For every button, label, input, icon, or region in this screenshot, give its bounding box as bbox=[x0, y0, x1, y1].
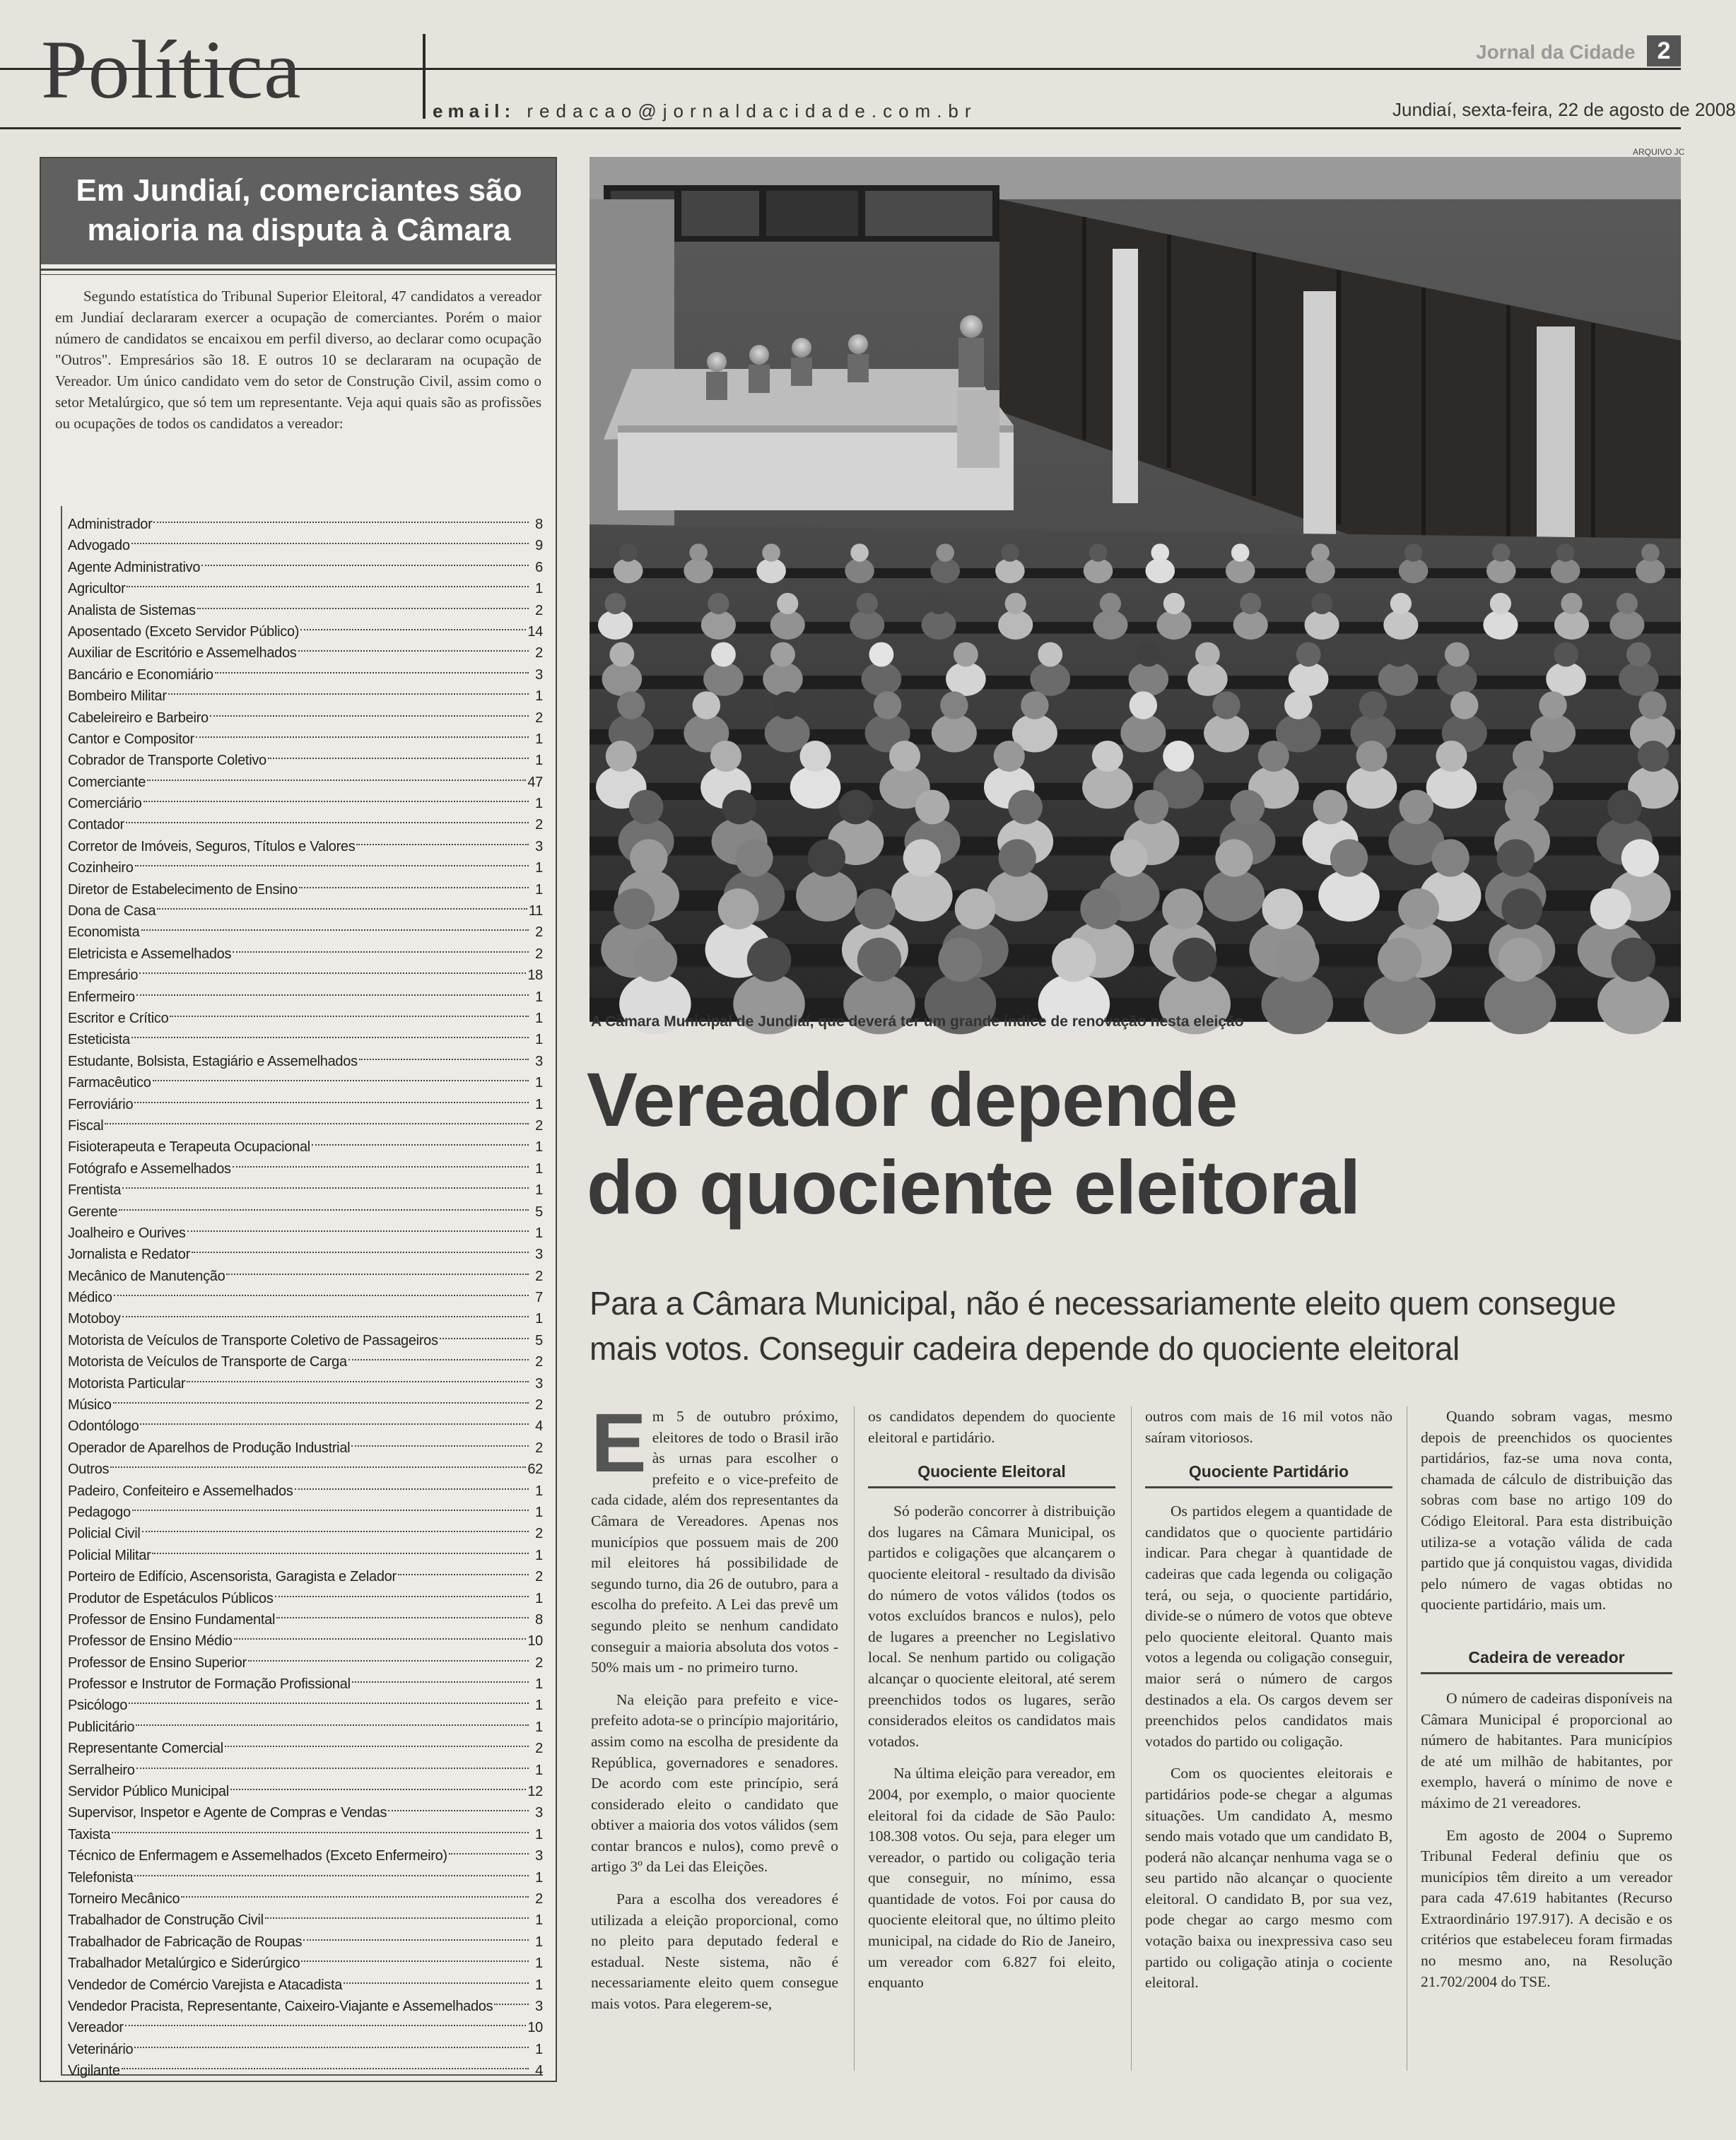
occupation-name: Vereador bbox=[68, 2020, 124, 2036]
occupation-count: 11 bbox=[528, 903, 543, 919]
occupation-count: 6 bbox=[535, 559, 543, 575]
dot-leader bbox=[135, 844, 529, 866]
occupation-name: Agricultor bbox=[68, 581, 126, 597]
occupation-name: Porteiro de Edifício, Ascensorista, Garagista e Zelador bbox=[68, 1569, 397, 1585]
paragraph: Com os quocientes eleitorais e partidários pode-se chegar a algumas situações. Um candidato A, mesmo sendo mais votado que um candidato B, poderá não alcançar nenhuma vaga se o seu partido não alcançar o quociente eleitoral. O candidato B, por sua vez, pode chegar ao cargo mesmo com votação baixa ou inexpressiva caso seu partido ou coligação atinja o cociente eleitoral. bbox=[1145, 1765, 1392, 1992]
paragraph: outros com mais de 16 mil votos não saíram vitoriosos. bbox=[1145, 1408, 1392, 1446]
dot-leader bbox=[201, 543, 529, 566]
dot-leader bbox=[114, 1274, 529, 1296]
dot-leader bbox=[233, 930, 529, 953]
occupation-count: 1 bbox=[535, 581, 543, 597]
occupation-count: 1 bbox=[535, 1956, 543, 1972]
occupation-name: Farmacêutico bbox=[68, 1075, 151, 1091]
occupation-name: Médico bbox=[68, 1290, 112, 1306]
occupation-name: Fisioterapeuta e Terapeuta Ocupacional bbox=[68, 1139, 310, 1156]
dot-leader bbox=[192, 1230, 529, 1253]
occupation-count: 1 bbox=[535, 1311, 543, 1327]
dot-leader bbox=[344, 1961, 529, 1984]
occupation-count: 1 bbox=[535, 688, 543, 705]
occupation-name: Frentista bbox=[68, 1182, 122, 1199]
dot-leader bbox=[303, 1918, 529, 1941]
occupation-name: Vigilante bbox=[68, 2063, 120, 2079]
dot-leader bbox=[300, 608, 526, 630]
occupation-count: 1 bbox=[535, 881, 543, 898]
occupation-count: 2 bbox=[535, 1654, 543, 1671]
occupation-count: 3 bbox=[535, 1053, 543, 1069]
occupation-count: 2 bbox=[535, 1569, 543, 1585]
masthead-divider bbox=[423, 34, 426, 119]
occupation-count: 1 bbox=[535, 860, 543, 876]
occupation-count: 1 bbox=[535, 989, 543, 1005]
dot-leader bbox=[157, 887, 527, 910]
occupation-count: 1 bbox=[535, 1096, 543, 1112]
paragraph: Os partidos elegem a quantidade de candidatos que o quociente partidário indicar. Para chegar à quantidade de cadeiras que cada legenda ou coligação terá, ou seja, o quociente partidário, divide-se o número de votos que obteve pelo quociente eleitoral. Quanto mais votos a legenda ou coligação conseguir, maior será o número de cargos destinados a ela. Os cargos devem ser preenchidos pelos candidatos mais votados do partido ou coligação. bbox=[1145, 1503, 1392, 1750]
occupation-name: Joalheiro e Ourives bbox=[68, 1225, 186, 1241]
occupation-name: Veterinário bbox=[68, 2041, 134, 2057]
occupation-name: Motoboy bbox=[68, 1311, 121, 1327]
column-rule bbox=[854, 1406, 855, 2071]
dot-leader bbox=[388, 1789, 529, 1811]
occupation-name: Técnico de Enfermagem e Assemelhados (Exceto Enfermeiro) bbox=[68, 1848, 447, 1864]
dot-leader bbox=[312, 1123, 529, 1146]
occupation-count: 62 bbox=[527, 1462, 543, 1478]
subhead-quociente-eleitoral: Quociente Eleitoral bbox=[868, 1461, 1115, 1488]
occupation-name: Advogado bbox=[68, 538, 130, 554]
occupation-list bbox=[61, 506, 543, 2079]
occupations-sidebar bbox=[40, 157, 557, 2082]
occupation-count: 1 bbox=[535, 1547, 543, 1563]
occupation-name: Jornalista e Redator bbox=[68, 1247, 190, 1263]
dot-leader bbox=[197, 587, 529, 609]
occupation-name: Auxiliar de Escritório e Assemelhados bbox=[68, 645, 297, 662]
dot-leader bbox=[134, 1081, 529, 1103]
occupation-count: 5 bbox=[535, 1204, 543, 1220]
occupation-name: Professor de Ensino Fundamental bbox=[68, 1611, 276, 1628]
occupation-name: Produtor de Espetáculos Públicos bbox=[68, 1590, 274, 1606]
dot-leader bbox=[134, 2026, 529, 2048]
dot-leader bbox=[276, 1596, 529, 1618]
occupation-count: 2 bbox=[535, 1526, 543, 1542]
dot-leader bbox=[295, 1467, 529, 1490]
occupation-name: Escritor e Crítico bbox=[68, 1010, 169, 1026]
occupation-count: 1 bbox=[535, 1032, 543, 1048]
occupation-count: 1 bbox=[535, 1590, 543, 1606]
dot-leader bbox=[168, 672, 529, 695]
occupation-count: 1 bbox=[535, 1504, 543, 1520]
occupation-count: 1 bbox=[535, 1698, 543, 1714]
occupation-count: 9 bbox=[535, 538, 543, 554]
occupation-count: 1 bbox=[535, 1869, 543, 1886]
subhead-cadeira-de-vereador: Cadeira de vereador bbox=[1421, 1647, 1672, 1674]
occupation-name: Fiscal bbox=[68, 1117, 104, 1134]
occupation-count: 1 bbox=[535, 1762, 543, 1778]
dot-leader bbox=[234, 1617, 527, 1640]
article-column-4 bbox=[1421, 1406, 1672, 1992]
occupation-name: Motorista de Veículos de Transporte de Carga bbox=[68, 1354, 347, 1370]
occupation-name: Gerente bbox=[68, 1204, 118, 1220]
occupation-count: 5 bbox=[535, 1332, 543, 1348]
occupation-count: 10 bbox=[527, 1633, 543, 1650]
dot-leader bbox=[230, 1768, 526, 1790]
occupation-name: Policial Civil bbox=[68, 1526, 141, 1542]
occupation-name: Torneiro Mecânico bbox=[68, 1891, 180, 1907]
dot-leader bbox=[143, 780, 529, 802]
dot-leader bbox=[298, 629, 529, 652]
article-column-1 bbox=[591, 1397, 838, 2015]
paragraph: Na última eleição para vereador, em 2004, por exemplo, o maior quociente eleitoral foi da cidade de São Paulo: 108.308 votos. Ou seja, para eleger um vereador, o partido ou coligação teria que conseguir, no mínimo, essa quantidade de votos. Foi por causa do quociente eleitoral que, no último pleito municipal, na cidade do Rio de Janeiro, um vereador com 6.827 foi eleito, enquanto bbox=[868, 1765, 1115, 1992]
dot-leader bbox=[494, 1982, 529, 2005]
dot-leader bbox=[127, 565, 529, 587]
dot-leader bbox=[170, 994, 529, 1017]
dot-leader bbox=[126, 801, 529, 823]
occupation-name: Empresário bbox=[68, 968, 139, 984]
occupation-count: 4 bbox=[535, 1418, 543, 1435]
occupation-count: 2 bbox=[535, 602, 543, 618]
occupation-name: Servidor Público Municipal bbox=[68, 1784, 229, 1800]
paragraph: O número de cadeiras disponíveis na Câmara Municipal é proporcional ao número de habitantes. Para municípios de até um milhão de habitantes, por exemplo, haverá o mínimo de nove e máximo de 21 vereadores. bbox=[1421, 1689, 1672, 1811]
occupation-count: 3 bbox=[535, 666, 543, 683]
occupation-count: 2 bbox=[535, 1741, 543, 1757]
occupation-count: 3 bbox=[535, 838, 543, 854]
paragraph: Para a escolha dos vereadores é utilizada a eleição proporcional, como no pleito para deputado federal e estadual. Neste sistema, não é necessariamente eleito quem consegue mais votos. Para elegerem-se, bbox=[591, 1891, 838, 2013]
dot-leader bbox=[359, 1037, 529, 1060]
dot-leader bbox=[132, 1488, 529, 1511]
dot-leader bbox=[112, 1811, 529, 1833]
photo-credit: ARQUIVO JC bbox=[1633, 147, 1685, 157]
occupation-name: Taxista bbox=[68, 1826, 111, 1842]
dot-leader bbox=[131, 522, 529, 544]
occupation-name: Mecânico de Manutenção bbox=[68, 1268, 225, 1284]
occupation-count: 10 bbox=[527, 2020, 543, 2036]
occupation-name: Esteticista bbox=[68, 1032, 130, 1048]
dot-leader bbox=[301, 1939, 529, 1962]
paragraph: Quando sobram vagas, mesmo depois de preenchidos os quocientes partidários, faz-se uma nova conta, chamada de cálculo de distribuição das sobras com base no artigo 109 do Código Eleitoral. Para esta distribuição utiliza-se a votação válida de cada partido que já conquistou vagas, dividida pelo número de vagas obtidas no quociente partidário, mais um. bbox=[1421, 1408, 1672, 1613]
occupation-count: 2 bbox=[535, 1440, 543, 1456]
paragraph: Na eleição para prefeito e vice-prefeito adota-se o princípio majoritário, assim como na escolha de presidente da República, governadores e senadores. De acordo com este princípio, será considerado eleito o candidato que obtiver a maioria dos votos válidos (sem contar brancos e nulos), como prevê o artigo 3º da Lei das Eleições. bbox=[591, 1691, 838, 1876]
dot-leader bbox=[113, 1381, 529, 1404]
occupation-count: 1 bbox=[535, 1826, 543, 1842]
occupation-name: Vendedor de Comércio Varejista e Atacadista bbox=[68, 1977, 343, 1993]
occupation-name: Contador bbox=[68, 817, 124, 833]
email-address[interactable]: redacao@jornaldacidade.com.br bbox=[527, 100, 978, 122]
page-number-badge: 2 bbox=[1647, 35, 1681, 66]
masthead-bottom-rule bbox=[0, 127, 1681, 129]
occupation-name: Ferroviário bbox=[68, 1096, 134, 1112]
dot-leader bbox=[299, 866, 529, 888]
occupation-count: 18 bbox=[527, 968, 543, 984]
occupation-count: 12 bbox=[527, 1784, 543, 1800]
occupation-name: Padeiro, Confeiteiro e Assemelhados bbox=[68, 1483, 293, 1499]
photo-caption: A Câmara Municipal de Jundiaí, que deverá ter um grande índice de renovação nesta eleição bbox=[591, 1013, 1244, 1030]
dot-leader bbox=[196, 715, 529, 738]
headline-line-2: do quociente eleitoral bbox=[587, 1144, 1361, 1230]
dot-leader bbox=[210, 694, 529, 717]
occupation-count: 1 bbox=[535, 1977, 543, 1993]
dot-leader bbox=[153, 500, 529, 523]
sidebar-rule bbox=[41, 269, 556, 271]
occupation-count: 2 bbox=[535, 924, 543, 941]
occupation-name: Supervisor, Inspetor e Agente de Compras e Vendas bbox=[68, 1805, 387, 1821]
dot-leader bbox=[265, 1896, 529, 1919]
paragraph: Só poderão concorrer à distribuição dos lugares na Câmara Municipal, os partidos e coligações que alcançarem o quociente eleitoral - resultado da divisão do número de votos válidos (todos os votos excluídos brancos e nulos), pelo de lugares a preencher no Legislativo local. Se nenhum partido ou coligação alcançar o quociente eleitoral, até serem preenchidos todos os lugares, serão considerados eleitos os candidatos mais votados. bbox=[868, 1503, 1115, 1750]
section-title: Política bbox=[41, 23, 302, 116]
headline-line-1: Vereador depende bbox=[587, 1057, 1238, 1142]
occupation-count: 1 bbox=[535, 1075, 543, 1091]
dot-leader bbox=[129, 1681, 529, 1704]
occupation-count: 8 bbox=[535, 517, 543, 532]
occupation-name: Bombeiro Militar bbox=[68, 688, 167, 705]
column-rule bbox=[1131, 1406, 1132, 2071]
dot-leader bbox=[142, 1510, 529, 1532]
occupation-count: 2 bbox=[535, 645, 543, 662]
occupation-name: Vendedor Pracista, Representante, Caixeiro-Viajante e Assemelhados bbox=[68, 1998, 493, 2014]
occupation-name: Corretor de Imóveis, Seguros, Títulos e Valores bbox=[68, 838, 356, 854]
occupation-name: Aposentado (Exceto Servidor Público) bbox=[68, 623, 300, 640]
occupation-name: Pedagogo bbox=[68, 1504, 131, 1520]
occupation-name: Odontólogo bbox=[68, 1418, 139, 1435]
dot-leader bbox=[139, 951, 526, 974]
occupation-name: Psicólogo bbox=[68, 1698, 128, 1714]
paragraph: Em agosto de 2004 o Supremo Tribunal Federal definiu que os municípios têm direito a um vereador para cada 47.619 habitantes (Recurso Extraordinário 197.917). A decisão e os critérios que estabeleceu foram firmadas no mesmo ano, na Resolução 21.702/2004 do TSE. bbox=[1421, 1826, 1672, 1990]
occupation-name: Cabeleireiro e Barbeiro bbox=[68, 710, 209, 726]
occupation-count: 3 bbox=[535, 1805, 543, 1821]
subhead-quociente-partidario: Quociente Partidário bbox=[1145, 1461, 1392, 1488]
occupation-count: 3 bbox=[535, 1247, 543, 1263]
occupation-name: Bancário e Economiário bbox=[68, 666, 213, 683]
occupation-name: Policial Militar bbox=[68, 1547, 151, 1563]
occupation-count: 8 bbox=[535, 1611, 543, 1628]
dot-leader bbox=[152, 1531, 529, 1554]
dot-leader bbox=[233, 1145, 529, 1168]
occupation-count: 3 bbox=[535, 1848, 543, 1864]
occupation-count: 1 bbox=[535, 1912, 543, 1929]
dot-leader bbox=[225, 1724, 529, 1747]
paragraph-text: m 5 de outubro próximo, eleitores de todo o Brasil irão às urnas para escolher o prefeito e o vice-prefeito de cada cidade, além dos representantes da Câmara de Vereadores. Apenas nos municípios que possuem mais de 200 mil eleitores há possibilidade de segundo turno, dia 26 de outubro, para a escolha do prefeito. A Lei das prevê um segundo pleito se nenhum candidato conseguir a maioria absoluta dos votos - 50% mais um - no primeiro turno. bbox=[591, 1408, 838, 1676]
occupation-name: Cozinheiro bbox=[68, 860, 134, 876]
dot-leader bbox=[275, 1575, 529, 1597]
occupation-name: Fotógrafo e Assemelhados bbox=[68, 1160, 231, 1177]
email-label: email: bbox=[433, 100, 516, 122]
dot-leader bbox=[105, 1102, 529, 1124]
dot-leader bbox=[136, 1746, 529, 1769]
occupation-name: Operador de Aparelhos de Produção Industrial bbox=[68, 1440, 351, 1456]
dot-leader bbox=[268, 736, 529, 759]
paragraph: os candidatos dependem do quociente eleitoral e partidário. bbox=[868, 1408, 1115, 1446]
article-column-2 bbox=[868, 1406, 1115, 1994]
sidebar-intro: Segundo estatística do Tribunal Superior Eleitoral, 47 candidatos a vereador em Jundiaí declararam exercer a ocupação de comerciantes. Porém o maior número de candidatos se encaixou em perfil diverso, ao declarar como ocupação "Outros". Empresários são 18. E outros 10 se declararam na ocupação de Vereador. Um único candidato vem do setor de Construção Civil, assim como o setor Metalúrgico, que só tem um representante. Veja aqui quais são as profissões ou ocupações de todos os candidatos a vereador: bbox=[55, 288, 541, 432]
occupation-name: Professor de Ensino Médio bbox=[68, 1633, 233, 1650]
sidebar-rule-thin bbox=[41, 274, 556, 275]
dot-leader bbox=[440, 1317, 529, 1339]
dot-leader bbox=[147, 758, 526, 781]
dot-leader bbox=[187, 1360, 529, 1382]
dot-leader bbox=[119, 1188, 529, 1211]
dot-leader bbox=[356, 823, 529, 845]
occupation-count: 2 bbox=[535, 1117, 543, 1134]
dot-leader bbox=[140, 1402, 529, 1425]
dot-leader bbox=[351, 1424, 529, 1447]
dot-leader bbox=[449, 1832, 529, 1854]
occupation-name: Outros bbox=[68, 1462, 110, 1478]
sidebar-title: Em Jundiaí, comerciantes são maioria na disputa à Câmara bbox=[76, 173, 522, 247]
dot-leader bbox=[136, 973, 529, 996]
occupation-count: 47 bbox=[527, 774, 543, 790]
dot-leader bbox=[134, 1854, 529, 1876]
chamber-photo-image bbox=[590, 157, 1681, 1002]
occupation-count: 1 bbox=[535, 2041, 543, 2057]
occupation-name: Diretor de Estabelecimento de Ensino bbox=[68, 881, 298, 898]
dot-leader bbox=[122, 1295, 529, 1317]
dot-leader bbox=[248, 1639, 529, 1662]
occupation-count: 1 bbox=[535, 1139, 543, 1156]
occupation-name: Trabalhador de Fabricação de Roupas bbox=[68, 1934, 303, 1950]
article-column-3 bbox=[1145, 1406, 1392, 1994]
occupation-row bbox=[62, 2052, 543, 2079]
occupation-count: 7 bbox=[535, 1290, 543, 1306]
dot-leader bbox=[181, 1875, 529, 1898]
sidebar-header bbox=[41, 158, 556, 264]
occupation-name: Representante Comercial bbox=[68, 1741, 223, 1757]
occupation-count: 2 bbox=[535, 710, 543, 726]
occupation-count: 4 bbox=[535, 2063, 543, 2079]
occupation-count: 1 bbox=[535, 1934, 543, 1950]
occupation-name: Trabalhador de Construção Civil bbox=[68, 1912, 264, 1929]
occupation-count: 1 bbox=[535, 1676, 543, 1693]
occupation-name: Professor e Instrutor de Formação Profissional bbox=[68, 1676, 351, 1693]
occupation-name: Telefonista bbox=[68, 1869, 134, 1886]
occupation-name: Serralheiro bbox=[68, 1762, 135, 1778]
occupation-name: Músico bbox=[68, 1397, 112, 1413]
dot-leader bbox=[398, 1553, 529, 1575]
occupation-name: Cantor e Compositor bbox=[68, 731, 194, 747]
occupation-name: Motorista Particular bbox=[68, 1375, 186, 1392]
dot-leader bbox=[153, 1059, 529, 1081]
dot-leader bbox=[136, 1703, 529, 1726]
occupation-count: 2 bbox=[535, 1891, 543, 1907]
occupation-count: 3 bbox=[535, 1998, 543, 2014]
occupation-name: Analista de Sistemas bbox=[68, 602, 196, 618]
dateline: Jundiaí, sexta-feira, 22 de agosto de 2008 bbox=[1392, 99, 1736, 120]
occupation-name: Agente Administrativo bbox=[68, 559, 201, 575]
dot-leader bbox=[110, 1445, 526, 1468]
occupation-name: Dona de Casa bbox=[68, 903, 156, 919]
occupation-count: 1 bbox=[535, 1483, 543, 1499]
occupation-count: 2 bbox=[535, 1397, 543, 1413]
dot-leader bbox=[122, 1166, 529, 1189]
occupation-count: 1 bbox=[535, 753, 543, 769]
dot-leader bbox=[352, 1660, 529, 1683]
occupation-name: Trabalhador Metalúrgico e Siderúrgico bbox=[68, 1956, 300, 1972]
occupation-count: 1 bbox=[535, 1182, 543, 1199]
occupation-name: Motorista de Veículos de Transporte Coletivo de Passageiros bbox=[68, 1332, 438, 1348]
occupation-count: 1 bbox=[535, 1160, 543, 1177]
chamber-photo bbox=[590, 157, 1681, 1002]
dot-leader bbox=[226, 1252, 529, 1275]
occupation-count: 3 bbox=[535, 1375, 543, 1392]
dot-leader bbox=[187, 1209, 529, 1232]
dot-leader bbox=[215, 651, 529, 674]
occupation-count: 1 bbox=[535, 1225, 543, 1241]
article-deck: Para a Câmara Municipal, não é necessariamente eleito quem consegue mais votos. Conseguir cadeira depende do quociente eleitoral bbox=[590, 1285, 1617, 1367]
occupation-name: Cobrador de Transporte Coletivo bbox=[68, 753, 266, 769]
paragraph bbox=[591, 1397, 838, 1679]
masthead-email bbox=[433, 100, 978, 122]
dot-leader bbox=[141, 908, 529, 931]
headline bbox=[587, 1056, 1675, 1231]
occupation-name: Eletricista e Assemelhados bbox=[68, 946, 232, 962]
dot-leader bbox=[131, 1016, 529, 1038]
dot-leader bbox=[125, 2004, 527, 2026]
occupation-name: Comerciário bbox=[68, 796, 142, 812]
occupation-count: 2 bbox=[535, 946, 543, 962]
occupation-count: 2 bbox=[535, 817, 543, 833]
occupation-name: Economista bbox=[68, 924, 140, 941]
drop-cap: E bbox=[591, 1397, 647, 1490]
dot-leader bbox=[348, 1338, 529, 1360]
occupation-count: 1 bbox=[535, 731, 543, 747]
occupation-name: Publicitário bbox=[68, 1719, 135, 1735]
occupation-count: 1 bbox=[535, 796, 543, 812]
occupation-name: Estudante, Bolsista, Estagiário e Assemelhados bbox=[68, 1053, 358, 1069]
occupation-name: Comerciante bbox=[68, 774, 146, 790]
occupation-count: 2 bbox=[535, 1268, 543, 1284]
dot-leader bbox=[122, 2047, 529, 2069]
occupation-count: 14 bbox=[527, 623, 543, 640]
occupation-count: 2 bbox=[535, 1354, 543, 1370]
occupation-name: Enfermeiro bbox=[68, 989, 135, 1005]
occupation-name: Professor de Ensino Superior bbox=[68, 1654, 247, 1671]
occupation-count: 1 bbox=[535, 1010, 543, 1026]
occupation-name: Administrador bbox=[68, 517, 153, 532]
newspaper-name: Jornal da Cidade bbox=[1476, 41, 1636, 63]
occupation-count: 1 bbox=[535, 1719, 543, 1735]
